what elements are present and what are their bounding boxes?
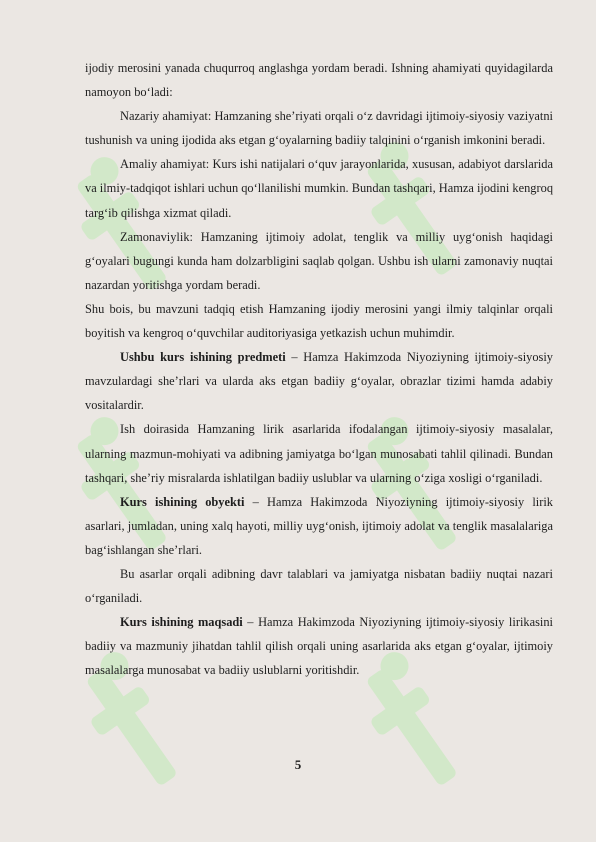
- paragraph-text: Ish doirasida Hamzaning lirik asarlarida ifodalangan ijtimoiy-siyosiy masalalar, ularning mazmun-mohiyati va adibning jamiyatga bo‘lgan munosabati tahlil qilinadi. Bundan tashqari, she’riy misralarda ishlatilgan badiiy uslublar va ularning o‘ziga xosligi o‘rganiladi.: [85, 422, 553, 485]
- paragraph-text: ijodiy merosini yanada chuqurroq anglashga yordam beradi. Ishning ahamiyati quyidagilarda namoyon bo‘ladi:: [85, 61, 553, 100]
- paragraph: [85, 610, 553, 682]
- paragraph-text: Amaliy ahamiyat: Kurs ishi natijalari o‘quv jarayonlarida, xususan, adabiyot darslarida va ilmiy-tadqiqot ishlari uchun qo‘llanilishi mumkin. Bundan tashqari, Hamza ijodini kengroq targ‘ib qilishga xizmat qiladi.: [85, 157, 554, 220]
- paragraph: [85, 225, 553, 297]
- paragraph: [85, 490, 553, 562]
- paragraph: [85, 297, 553, 345]
- paragraph-text: Shu bois, bu mavzuni tadqiq etish Hamzaning ijodiy merosini yangi ilmiy talqinlar orqali boyitish va kengroq o‘quvchilar auditoriyasiga yetkazish uchun muhimdir.: [85, 301, 553, 341]
- paragraph-text: – Hamza Hakimzoda Niyoziyning ijtimoiy-siyosiy lirikasini badiiy va mazmuniy jihatdan tahlil qilish orqali uning asarlarida aks etgan g‘oyalar, ijtimoiy masalalarga munosabat va badiiy uslublarni yoritishdir.: [85, 615, 553, 678]
- paragraph-lead: Ushbu kurs ishining predmeti: [120, 350, 286, 365]
- body-text: [85, 56, 553, 682]
- paragraph: [85, 152, 553, 224]
- page-number: 5: [294, 757, 302, 772]
- paragraph: [85, 417, 553, 489]
- paragraph-lead: Kurs ishining obyekti: [120, 494, 245, 509]
- paragraph-text: Nazariy ahamiyat: Hamzaning she’riyati orqali o‘z davridagi ijtimoiy-siyosiy vaziyatni tushunish va uning ijodida aks etgan g‘oyalarning badiiy talqinini o‘rganish imkonini beradi.: [85, 109, 553, 148]
- paragraph: [85, 56, 553, 104]
- paragraph-text: Zamonaviylik: Hamzaning ijtimoiy adolat, tenglik va milliy uyg‘onish haqidagi g‘oyalari bugungi kunda ham dolzarbligini saqlab qolgan. Ushbu ish ularni zamonaviy nuqtai nazardan yoritishga yordam beradi.: [85, 229, 553, 292]
- paragraph-text: – Hamza Hakimzoda Niyoziyning ijtimoiy-siyosiy lirik asarlari, jumladan, uning xalq hayoti, milliy uyg‘onish, ijtimoiy adolat va tenglik masalalariga bag‘ishlangan she’rlari.: [85, 494, 553, 557]
- paragraph: [85, 104, 553, 152]
- paragraph-text: Bu asarlar orqali adibning davr talablari va jamiyatga nisbatan badiiy nuqtai nazari o‘rganiladi.: [85, 566, 553, 606]
- paragraph-text: – Hamza Hakimzoda Niyoziyning ijtimoiy-siyosiy mavzulardagi she’rlari va ularda aks etgan badiiy g‘oyalar, obrazlar tizimi hamda adabiy vositalardir.: [85, 350, 553, 413]
- paragraph: [85, 345, 553, 417]
- paragraph-lead: Kurs ishining maqsadi: [120, 615, 243, 630]
- paragraph: [85, 562, 553, 610]
